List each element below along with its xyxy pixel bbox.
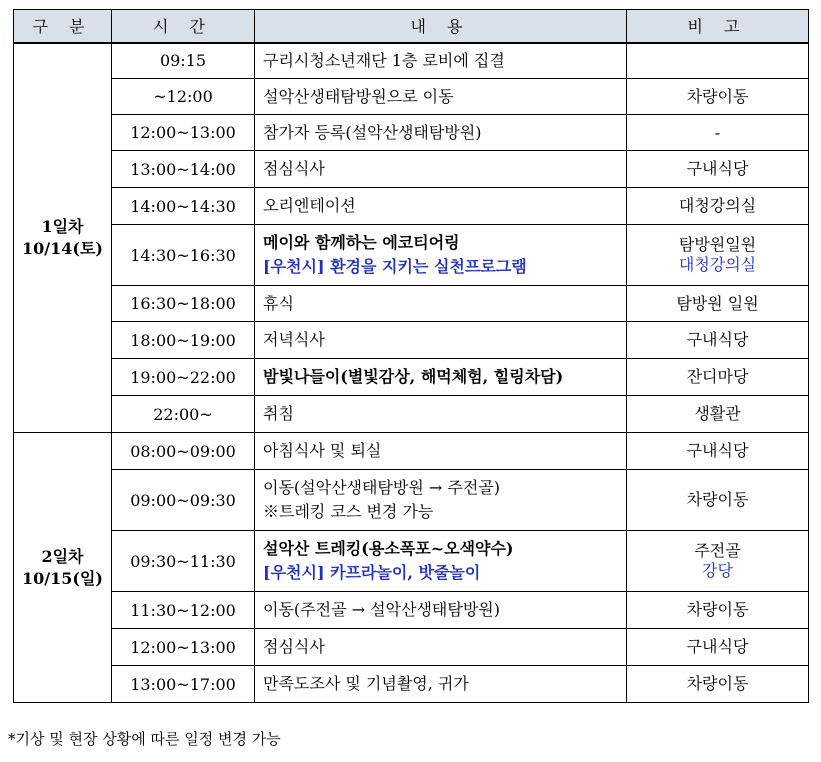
note-cell [627,286,809,322]
content-cell [255,592,627,629]
content-line: [우천시] 카프라놀이, 밧줄놀이 [263,563,481,582]
time-cell: 09:15 [112,43,255,79]
content-cell [255,225,627,286]
note-cell [627,43,809,79]
table-row [14,433,809,470]
table-row [14,322,809,359]
note-line: 탐방원일원 [678,235,757,254]
time-cell: 14:00~14:30 [112,188,255,225]
note-line: 주전골 [694,541,741,560]
time-cell: ~12:00 [112,79,255,115]
content-line: 메이와 함께하는 에코티어링 [263,233,460,252]
content-cell [255,470,627,531]
content-cell [255,666,627,703]
table-row [14,470,809,531]
note-cell [627,322,809,359]
content-cell [255,629,627,666]
content-line: 취침 [263,404,294,423]
content-cell [255,151,627,188]
note-line: 대청강의실 [678,196,757,215]
content-line: 점심식사 [263,159,325,178]
note-line: 차량이동 [686,86,749,106]
note-line: 생활관 [694,404,741,423]
day-date: 10/15(일) [22,568,103,588]
note-cell [627,666,809,703]
header-time: 시 간 [112,10,255,43]
content-cell [255,79,627,115]
note-cell [627,470,809,531]
time-cell: 16:30~18:00 [112,286,255,322]
time-cell: 09:30~11:30 [112,531,255,592]
time-cell: 08:00~09:00 [112,433,255,470]
note-cell [627,531,809,592]
content-line: 이동(주전골 → 설악산생태탐방원) [263,600,500,619]
note-line: 구내식당 [686,637,749,656]
time-cell: 13:00~17:00 [112,666,255,703]
note-cell [627,396,809,433]
note-cell [627,359,809,396]
content-line: 설악산 트레킹(용소폭포~오색약수) [263,539,514,558]
time-cell: 22:00~ [112,396,255,433]
time-cell: 09:00~09:30 [112,470,255,531]
content-line: 저녁식사 [263,330,325,349]
note-cell [627,592,809,629]
note-cell [627,629,809,666]
table-row [14,359,809,396]
content-cell [255,43,627,79]
content-cell [255,286,627,322]
note-line: 잔디마당 [686,367,749,386]
note-cell [627,115,809,151]
note-line: 강당 [702,561,733,580]
content-line: 이동(설악산생태탐방원 → 주전골) [263,478,500,497]
content-line: 설악산생태탐방원으로 이동 [263,86,454,106]
table-header-row [14,10,809,43]
note-cell [627,151,809,188]
content-line: [우천시] 환경을 지키는 실천프로그램 [263,257,527,276]
footnote: *기상 및 현장 상황에 따른 일정 변경 가능 [8,730,281,748]
table-row [14,115,809,151]
content-line: 점심식사 [263,637,325,656]
note-line: 구내식당 [686,441,749,460]
note-line: 차량이동 [686,490,749,509]
content-line: 밤빛나들이(별빛감상, 해먹체험, 힐링차담) [263,367,564,386]
time-cell: 13:00~14:00 [112,151,255,188]
table-row [14,225,809,286]
note-line: - [714,122,721,142]
schedule-body [14,43,809,703]
note-cell [627,188,809,225]
content-line: 구리시청소년재단 1층 로비에 집결 [263,50,505,70]
time-cell: 11:30~12:00 [112,592,255,629]
content-cell [255,531,627,592]
note-line: 차량이동 [686,674,749,693]
note-cell [627,433,809,470]
day-label: 1일차 [41,216,84,236]
table-row [14,151,809,188]
note-line: 차량이동 [686,600,749,619]
note-line: 구내식당 [686,159,749,178]
header-note: 비 고 [627,10,809,43]
content-cell [255,396,627,433]
content-cell [255,359,627,396]
table-row [14,629,809,666]
content-cell [255,433,627,470]
table-row [14,531,809,592]
table-row [14,188,809,225]
table-row [14,43,809,79]
table-row [14,396,809,433]
note-line: 대청강의실 [678,255,757,274]
table-row [14,79,809,115]
time-cell: 19:00~22:00 [112,359,255,396]
time-cell: 14:30~16:30 [112,225,255,286]
content-line: 참가자 등록(설악산생태탐방원) [263,122,482,142]
content-line: 오리엔테이션 [263,196,356,215]
day-cell [14,43,112,433]
content-cell [255,322,627,359]
header-content: 내 용 [255,10,627,43]
content-cell [255,115,627,151]
content-line: 휴식 [263,293,294,313]
note-cell [627,79,809,115]
content-line: ※트레킹 코스 변경 가능 [263,502,434,521]
content-line: 만족도조사 및 기념촬영, 귀가 [263,674,469,693]
note-line: 구내식당 [686,330,749,349]
note-line: 탐방원 일원 [676,293,759,313]
time-cell: 12:00~13:00 [112,629,255,666]
header-category: 구 분 [14,10,112,43]
day-label: 2일차 [41,546,84,566]
time-cell: 18:00~19:00 [112,322,255,359]
time-cell: 12:00~13:00 [112,115,255,151]
table-row [14,666,809,703]
day-date: 10/14(토) [22,238,103,258]
table-row [14,286,809,322]
table-row [14,592,809,629]
schedule-table [13,9,809,703]
note-cell [627,225,809,286]
content-line: 아침식사 및 퇴실 [263,441,382,460]
content-cell [255,188,627,225]
day-cell [14,433,112,703]
